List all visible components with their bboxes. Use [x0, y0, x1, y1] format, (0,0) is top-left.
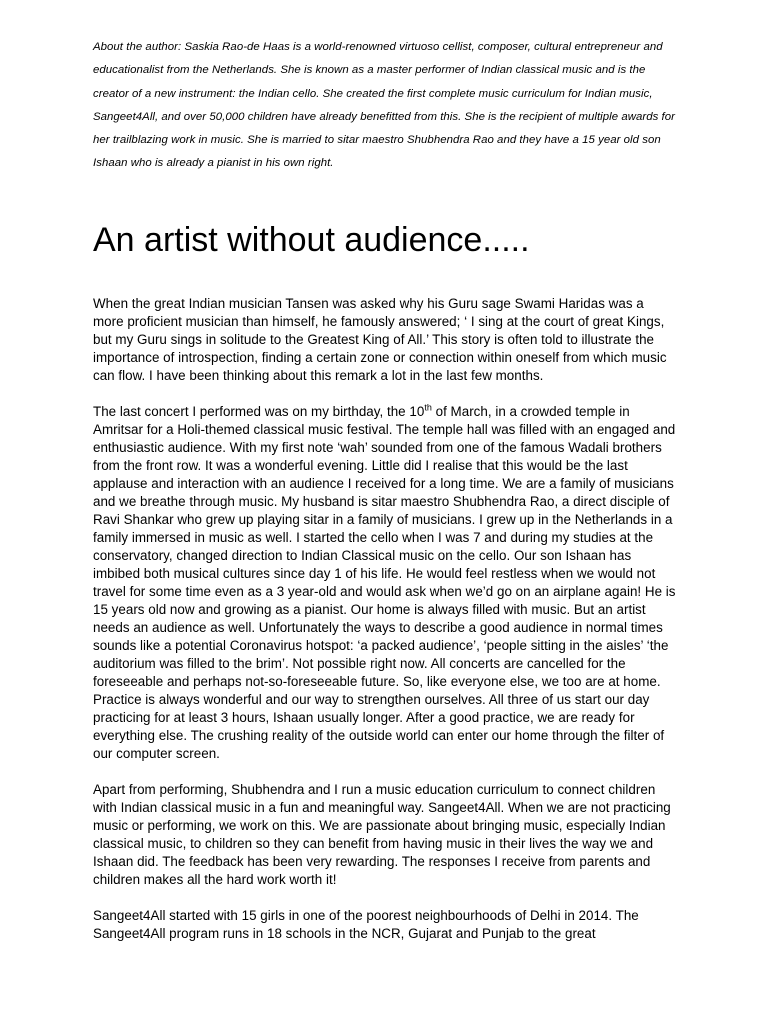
- paragraph-2: [93, 403, 677, 763]
- paragraph-2-start: The last concert I performed was on my birthday, the 10: [93, 404, 425, 419]
- paragraph-4: Sangeet4All started with 15 girls in one of the poorest neighbourhoods of Delhi in 2014. The Sangeet4All program runs in 18 schools in the NCR, Gujarat and Punjab to the great: [93, 908, 639, 941]
- document-page: [93, 36, 677, 941]
- ordinal-suffix: th: [424, 402, 432, 413]
- paragraph-1: When the great Indian musician Tansen was asked why his Guru sage Swami Haridas was a more proficient musician than himself, he famously answered; ‘ I sing at the court of great Kings, but my Guru sings in solitude to the Greatest King of All.’ This story is often told to illustrate the importance of introspection, finding a certain zone or connection within oneself from which music can flow. I have been thinking about this remark a lot in the last few months.: [93, 296, 667, 383]
- article-body: [93, 295, 677, 961]
- author-note: About the author: Saskia Rao-de Haas is a world-renowned virtuoso cellist, composer, cultural entrepreneur and educationalist from the Netherlands. She is known as a master performer of Indian classical music and is the creator of a new instrument: the Indian cello. She created the first complete music curriculum for Indian music, Sangeet4All, and over 50,000 children have already benefitted from this. She is the recipient of multiple awards for her trailblazing work in music. She is married to sitar maestro Shubhendra Rao and they have a 15 year old son Ishaan who is already a pianist in his own right.: [93, 41, 675, 170]
- paragraph-3: Apart from performing, Shubhendra and I run a music education curriculum to connect children with Indian classical music in a fun and meaningful way. Sangeet4All. When we are not practicing music or performing, we work on this. We are passionate about bringing music, especially Indian classical music, to children so they can benefit from having music in their lives the way we and Ishaan did. The feedback has been very rewarding. The responses I receive from parents and children makes all the hard work worth it!: [93, 782, 671, 887]
- article-title: An artist without audience.....: [93, 221, 530, 259]
- paragraph-2-rest: of March, in a crowded temple in Amritsar for a Holi-themed classical music festival. The temple hall was filled with an engaged and enthusiastic audience. With my first note ‘wah’ sounded from one of the famous Wadali brothers from the front row. It was a wonderful evening. Little did I realise that this would be the last applause and interaction with an audience I received for a long time. We are a family of musicians and we breathe through music. My husband is sitar maestro Shubhendra Rao, a direct disciple of Ravi Shankar who grew up playing sitar in a family of musicians. I grew up in the Netherlands in a family immersed in music as well. I started the cello when I was 7 and during my studies at the conservatory, changed direction to Indian Classical music on the cello. Our son Ishaan has imbibed both musical cultures since day 1 of his life. He would feel restless when we would not travel for some time even as a 3 year-old and would ask when we’d go on an airplane again! He is 15 years old now and growing as a pianist. Our home is always filled with music. But an artist needs an audience as well. Unfortunately the ways to describe a good audience in normal times sounds like a potential Coronavirus hotspot: ‘a packed audience’, ‘people sitting in the aisles’ ‘the auditorium was filled to the brim’. Not possible right now. All concerts are cancelled for the foreseeable and perhaps not-so-foreseeable future. So, like everyone else, we too are at home. Practice is always wonderful and our way to strengthen ourselves. All three of us start our day practicing for at least 3 hours, Ishaan usually longer. After a good practice, we are ready for everything else. The crushing reality of the outside world can enter our home through the filter of our computer screen.: [93, 404, 676, 761]
